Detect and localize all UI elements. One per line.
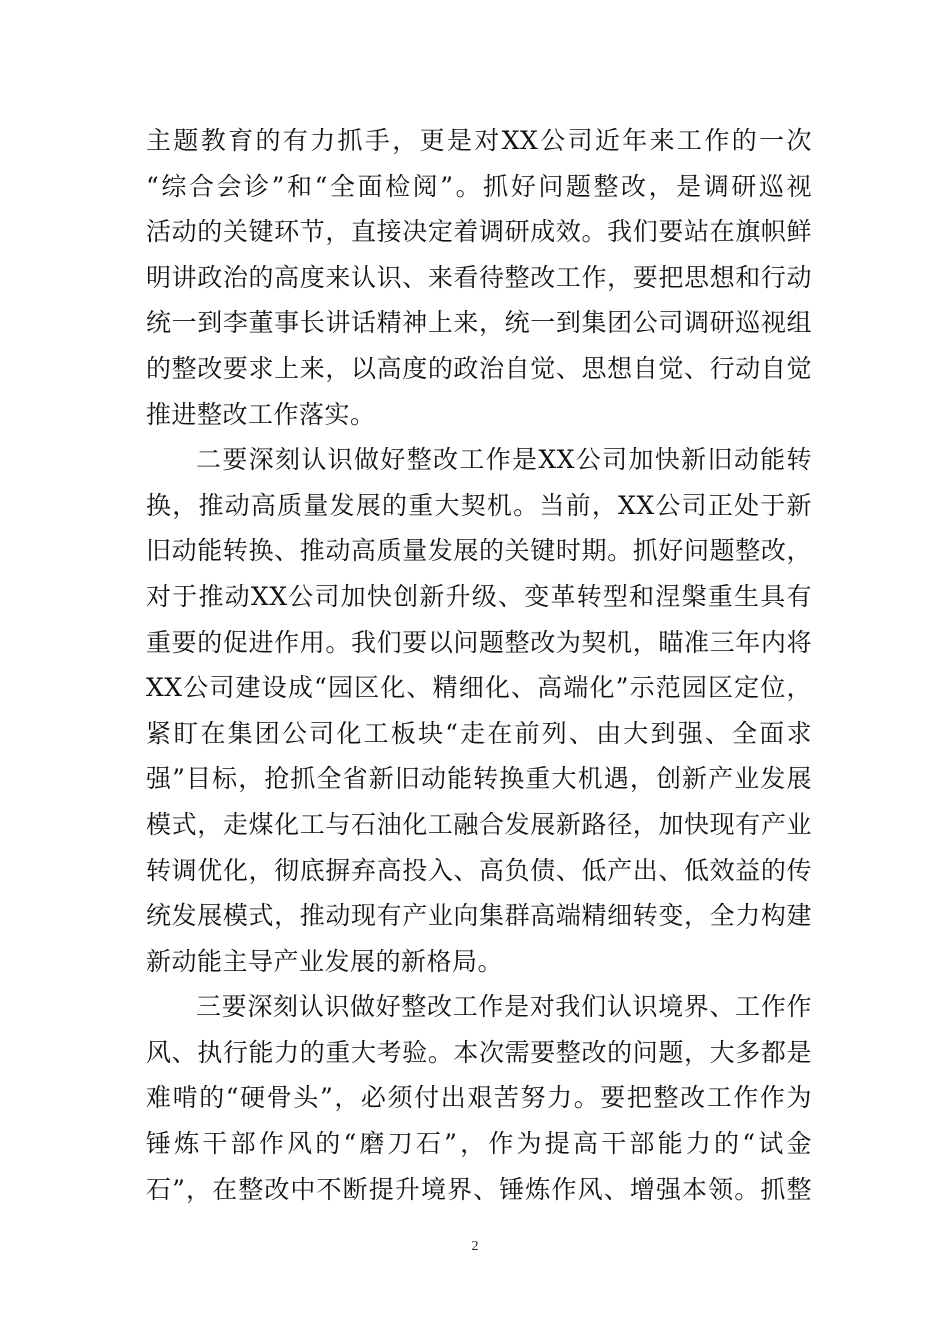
paragraph-start-line: 三要深刻认识做好整改工作是对我们认识境界、工作作	[196, 992, 812, 1022]
text-line: XX公司建设成“园区化、精细化、高端化”示范园区定位，	[146, 673, 812, 703]
text-line: 重要的促进作用。我们要以问题整改为契机，瞄准三年内将	[146, 627, 812, 657]
text-line: 模式，走煤化工与石油化工融合发展新路径，加快现有产业	[146, 809, 812, 839]
text-line: 难啃的“硬骨头”，必须付出艰苦努力。要把整改工作作为	[146, 1083, 812, 1113]
text-line: 转调优化，彻底摒弃高投入、高负债、低产出、低效益的传	[146, 855, 812, 885]
text-line: 活动的关键环节，直接决定着调研成效。我们要站在旗帜鲜	[146, 217, 812, 247]
text-line: 紧盯在集团公司化工板块“走在前列、由大到强、全面求	[146, 718, 812, 748]
text-line: 对于推动XX公司加快创新升级、变革转型和涅槃重生具有	[146, 581, 812, 611]
page-number: 2	[471, 1239, 479, 1254]
text-line: “综合会诊”和“全面检阅”。抓好问题整改，是调研巡视	[146, 171, 812, 201]
text-line: 统发展模式，推动现有产业向集群高端精细转变，全力构建	[146, 901, 812, 931]
text-line: 主题教育的有力抓手，更是对XX公司近年来工作的一次	[146, 126, 812, 155]
text-line: 锤炼干部作风的“磨刀石”，作为提高干部能力的“试金	[146, 1129, 812, 1159]
text-line: 新动能主导产业发展的新格局。	[146, 946, 504, 976]
text-line: 石”，在整改中不断提升境界、锤炼作风、增强本领。抓整	[146, 1174, 812, 1204]
text-line: 强”目标，抢抓全省新旧动能转换重大机遇，创新产业发展	[146, 764, 812, 794]
text-line: 推进整改工作落实。	[146, 399, 376, 429]
body-text	[146, 118, 812, 1212]
text-line: 明讲政治的高度来认识、来看待整改工作，要把思想和行动	[146, 262, 812, 292]
text-line: 旧动能转换、推动高质量发展的关键时期。抓好问题整改，	[146, 536, 812, 566]
text-line: 的整改要求上来，以高度的政治自觉、思想自觉、行动自觉	[146, 353, 812, 383]
text-line: 换，推动高质量发展的重大契机。当前，XX公司正处于新	[146, 490, 812, 520]
text-line: 风、执行能力的重大考验。本次需要整改的问题，大多都是	[146, 1037, 812, 1067]
paragraph-start-line: 二要深刻认识做好整改工作是XX公司加快新旧动能转	[196, 445, 812, 475]
text-line: 统一到李董事长讲话精神上来，统一到集团公司调研巡视组	[146, 308, 812, 338]
